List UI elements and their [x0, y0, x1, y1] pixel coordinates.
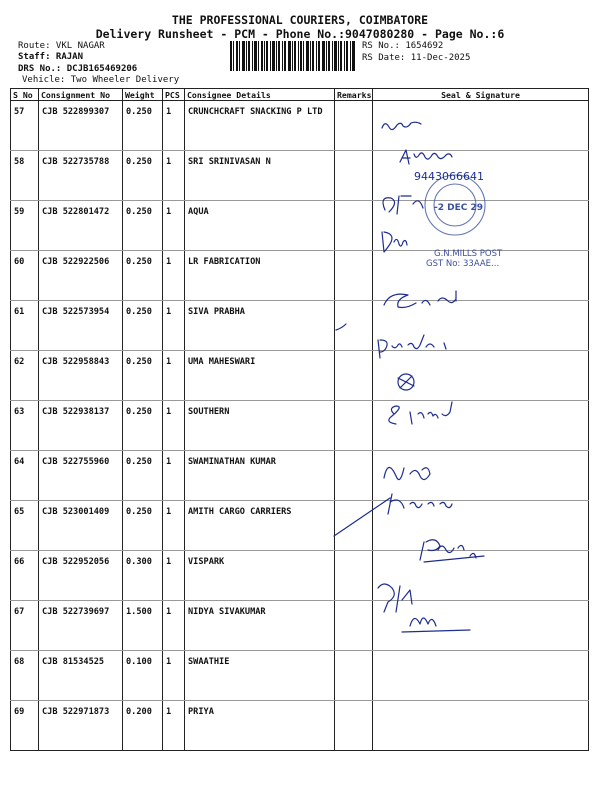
pcs-cell: 1 — [163, 451, 185, 501]
remarks-cell — [335, 551, 373, 601]
weight-cell: 0.250 — [123, 101, 163, 151]
weight-cell: 0.250 — [123, 301, 163, 351]
weight-cell: 0.250 — [123, 201, 163, 251]
pcs-cell: 1 — [163, 151, 185, 201]
consignee-cell: NIDYA SIVAKUMAR — [185, 601, 335, 651]
signature-cell — [373, 251, 589, 301]
table-row — [11, 351, 589, 401]
sno-cell: 66 — [11, 551, 39, 601]
consignment-cell: CJB 522922506 — [39, 251, 123, 301]
table-row — [11, 201, 589, 251]
rs-number: RS No.: 1654692 — [362, 41, 444, 51]
route-label: Route: VKL NAGAR — [18, 41, 105, 51]
remarks-cell — [335, 701, 373, 751]
sno-cell: 58 — [11, 151, 39, 201]
runsheet-table — [10, 88, 589, 751]
consignee-cell: CRUNCHCRAFT SNACKING P LTD — [185, 101, 335, 151]
table-row — [11, 501, 589, 551]
consignee-cell: AQUA — [185, 201, 335, 251]
table-row — [11, 601, 589, 651]
weight-cell: 0.250 — [123, 501, 163, 551]
pcs-cell: 1 — [163, 301, 185, 351]
vehicle-label: Vehicle: Two Wheeler Delivery — [22, 75, 180, 85]
sno-cell: 69 — [11, 701, 39, 751]
pcs-cell: 1 — [163, 401, 185, 451]
consignee-cell: SWAMINATHAN KUMAR — [185, 451, 335, 501]
consignment-cell: CJB 522735788 — [39, 151, 123, 201]
staff-label: Staff: RAJAN — [18, 52, 84, 62]
table-row — [11, 551, 589, 601]
company-title: THE PROFESSIONAL COURIERS, COIMBATORE — [171, 13, 429, 27]
weight-cell: 0.250 — [123, 401, 163, 451]
sno-cell: 67 — [11, 601, 39, 651]
pcs-cell: 1 — [163, 351, 185, 401]
sno-cell: 57 — [11, 101, 39, 151]
pcs-cell: 1 — [163, 501, 185, 551]
consignment-cell: CJB 522971873 — [39, 701, 123, 751]
runsheet-subtitle: Delivery Runsheet - PCM - Phone No.:9047080280 - Page No.:6 — [95, 27, 505, 41]
signature-cell — [373, 301, 589, 351]
col-consignee: Consignee Details — [185, 89, 335, 101]
signature-cell — [373, 101, 589, 151]
sno-cell: 63 — [11, 401, 39, 451]
pcs-cell: 1 — [163, 201, 185, 251]
remarks-cell — [335, 501, 373, 551]
consignment-cell: CJB 522801472 — [39, 201, 123, 251]
consignee-cell: SIVA PRABHA — [185, 301, 335, 351]
pcs-cell: 1 — [163, 101, 185, 151]
barcode — [230, 41, 355, 71]
remarks-cell — [335, 651, 373, 701]
pcs-cell: 1 — [163, 251, 185, 301]
remarks-cell — [335, 351, 373, 401]
signature-cell — [373, 501, 589, 551]
consignee-cell: UMA MAHESWARI — [185, 351, 335, 401]
weight-cell: 0.200 — [123, 701, 163, 751]
consignee-cell: PRIYA — [185, 701, 335, 751]
signature-cell — [373, 451, 589, 501]
table-row — [11, 301, 589, 351]
weight-cell: 0.250 — [123, 351, 163, 401]
rs-date: RS Date: 11-Dec-2025 — [362, 53, 471, 63]
consignment-cell: CJB 522899307 — [39, 101, 123, 151]
remarks-cell — [335, 101, 373, 151]
consignment-cell: CJB 522573954 — [39, 301, 123, 351]
consignment-cell: CJB 81534525 — [39, 651, 123, 701]
sno-cell: 60 — [11, 251, 39, 301]
sno-cell: 68 — [11, 651, 39, 701]
remarks-cell — [335, 451, 373, 501]
stamp-gst: GST No: 33AAE... — [426, 259, 500, 269]
drs-number: DRS No.: DCJB165469206 — [18, 64, 138, 74]
consignee-cell: SRI SRINIVASAN N — [185, 151, 335, 201]
signature-cell — [373, 651, 589, 701]
consignee-cell: LR FABRICATION — [185, 251, 335, 301]
weight-cell: 0.250 — [123, 151, 163, 201]
remarks-cell — [335, 151, 373, 201]
col-signature: Seal & Signature — [373, 89, 589, 101]
stamp-line1: G.N.MILLS POST — [434, 249, 503, 259]
signature-cell — [373, 601, 589, 651]
remarks-cell — [335, 601, 373, 651]
consignee-cell: VISPARK — [185, 551, 335, 601]
table-row — [11, 401, 589, 451]
consignment-cell: CJB 522739697 — [39, 601, 123, 651]
consignment-cell: CJB 522938137 — [39, 401, 123, 451]
consignee-cell: SOUTHERN — [185, 401, 335, 451]
col-consignment: Consignment No — [39, 89, 123, 101]
remarks-cell — [335, 251, 373, 301]
col-pcs: PCS — [163, 89, 185, 101]
weight-cell: 0.100 — [123, 651, 163, 701]
remarks-cell — [335, 201, 373, 251]
consignment-cell: CJB 522755960 — [39, 451, 123, 501]
consignee-cell: AMITH CARGO CARRIERS — [185, 501, 335, 551]
col-sno: S No — [11, 89, 39, 101]
pcs-cell: 1 — [163, 601, 185, 651]
table-row — [11, 701, 589, 751]
signature-cell — [373, 701, 589, 751]
stamp-phone: 9443066641 — [414, 170, 484, 183]
weight-cell: 0.300 — [123, 551, 163, 601]
table-row — [11, 451, 589, 501]
consignment-cell: CJB 523001409 — [39, 501, 123, 551]
signature-cell — [373, 201, 589, 251]
consignment-cell: CJB 522952056 — [39, 551, 123, 601]
pcs-cell: 1 — [163, 701, 185, 751]
consignment-cell: CJB 522958843 — [39, 351, 123, 401]
col-remarks: Remarks — [335, 89, 373, 101]
signature-cell — [373, 151, 589, 201]
sno-cell: 64 — [11, 451, 39, 501]
weight-cell: 0.250 — [123, 251, 163, 301]
table-row — [11, 151, 589, 201]
signature-cell — [373, 551, 589, 601]
pcs-cell: 1 — [163, 651, 185, 701]
signature-cell — [373, 401, 589, 451]
consignee-cell: SWAATHIE — [185, 651, 335, 701]
table-header-row — [11, 89, 589, 101]
stamp-date: -2 DEC 29 — [434, 203, 484, 213]
weight-cell: 1.500 — [123, 601, 163, 651]
table-row — [11, 251, 589, 301]
remarks-cell — [335, 401, 373, 451]
sno-cell: 61 — [11, 301, 39, 351]
sno-cell: 65 — [11, 501, 39, 551]
remarks-cell — [335, 301, 373, 351]
sno-cell: 62 — [11, 351, 39, 401]
weight-cell: 0.250 — [123, 451, 163, 501]
sno-cell: 59 — [11, 201, 39, 251]
col-weight: Weight — [123, 89, 163, 101]
table-row — [11, 651, 589, 701]
signature-cell — [373, 351, 589, 401]
table-row — [11, 101, 589, 151]
pcs-cell: 1 — [163, 551, 185, 601]
